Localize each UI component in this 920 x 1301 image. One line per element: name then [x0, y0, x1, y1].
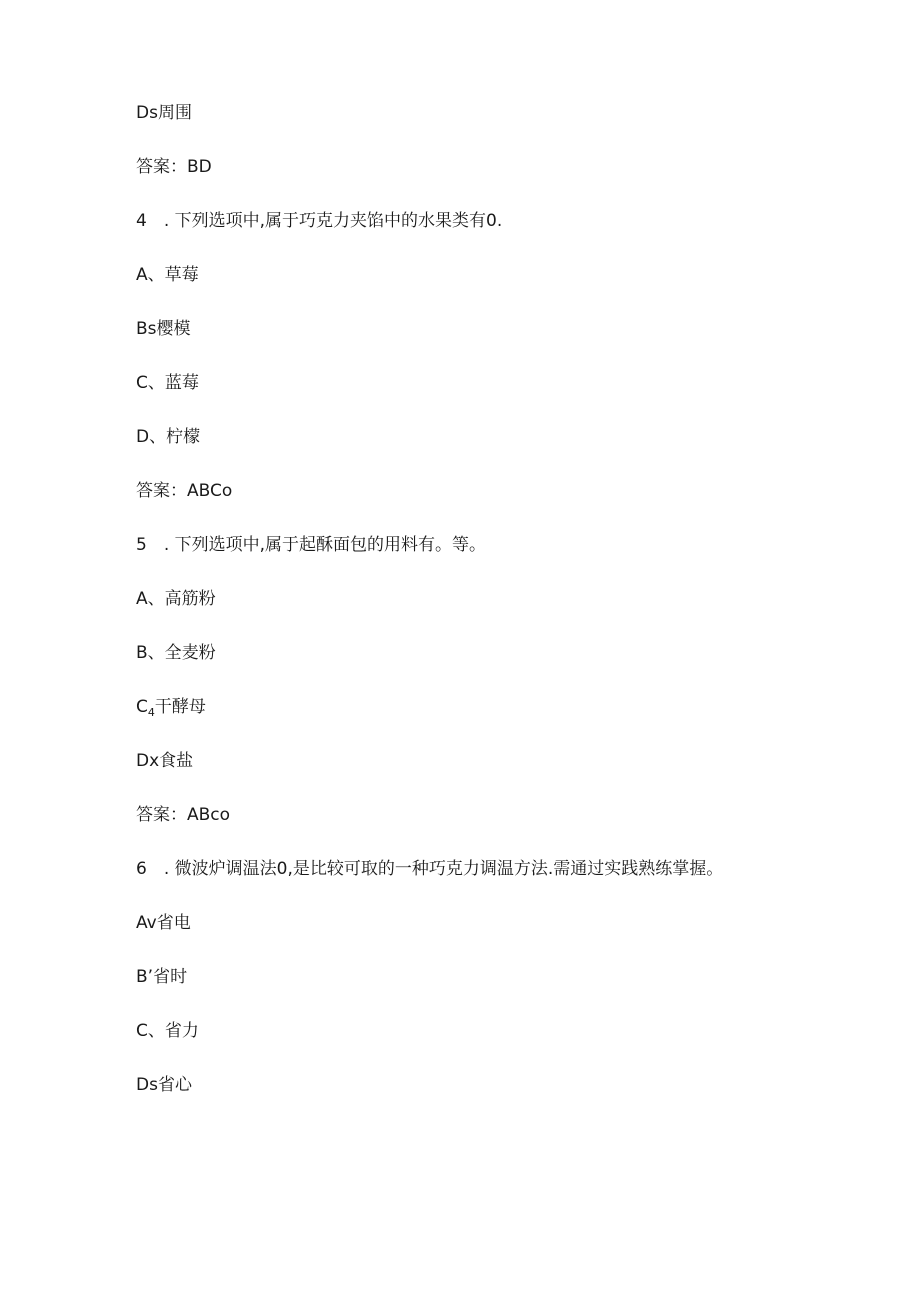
- option-a-q4: A、草莓: [136, 265, 199, 285]
- answer-q3: 答案：BD: [136, 157, 212, 177]
- option-c-q6: C、省力: [136, 1021, 199, 1041]
- option-a-q6: Av省电: [136, 913, 191, 933]
- option-d-q3: Ds周围: [136, 103, 192, 123]
- option-d-q4: D、柠檬: [136, 427, 201, 447]
- question-6: 6 . 微波炉调温法0,是比较可取的一种巧克力调温方法.需通过实践熟练掌握。: [136, 859, 724, 879]
- answer-q4: 答案：ABCo: [136, 481, 233, 501]
- option-d-q6: Ds省心: [136, 1075, 192, 1095]
- option-c-prefix: C: [136, 697, 148, 717]
- answer-q5: 答案：ABco: [136, 805, 231, 825]
- option-a-q5: A、高筋粉: [136, 589, 216, 609]
- option-b-q4: Bs樱模: [136, 319, 191, 339]
- option-c-subscript: 4: [147, 706, 155, 719]
- option-c-text: 干酵母: [154, 697, 206, 717]
- question-4: 4 . 下列选项中,属于巧克力夹馅中的水果类有0.: [136, 211, 503, 231]
- option-b-q6: B’省时: [136, 967, 188, 987]
- question-5: 5 . 下列选项中,属于起酥面包的用料有。等。: [136, 535, 487, 555]
- option-b-q5: B、全麦粉: [136, 643, 216, 663]
- option-c-q4: C、蓝莓: [136, 373, 199, 393]
- option-c-q5: [136, 696, 206, 724]
- option-d-q5: Dx食盐: [136, 751, 194, 771]
